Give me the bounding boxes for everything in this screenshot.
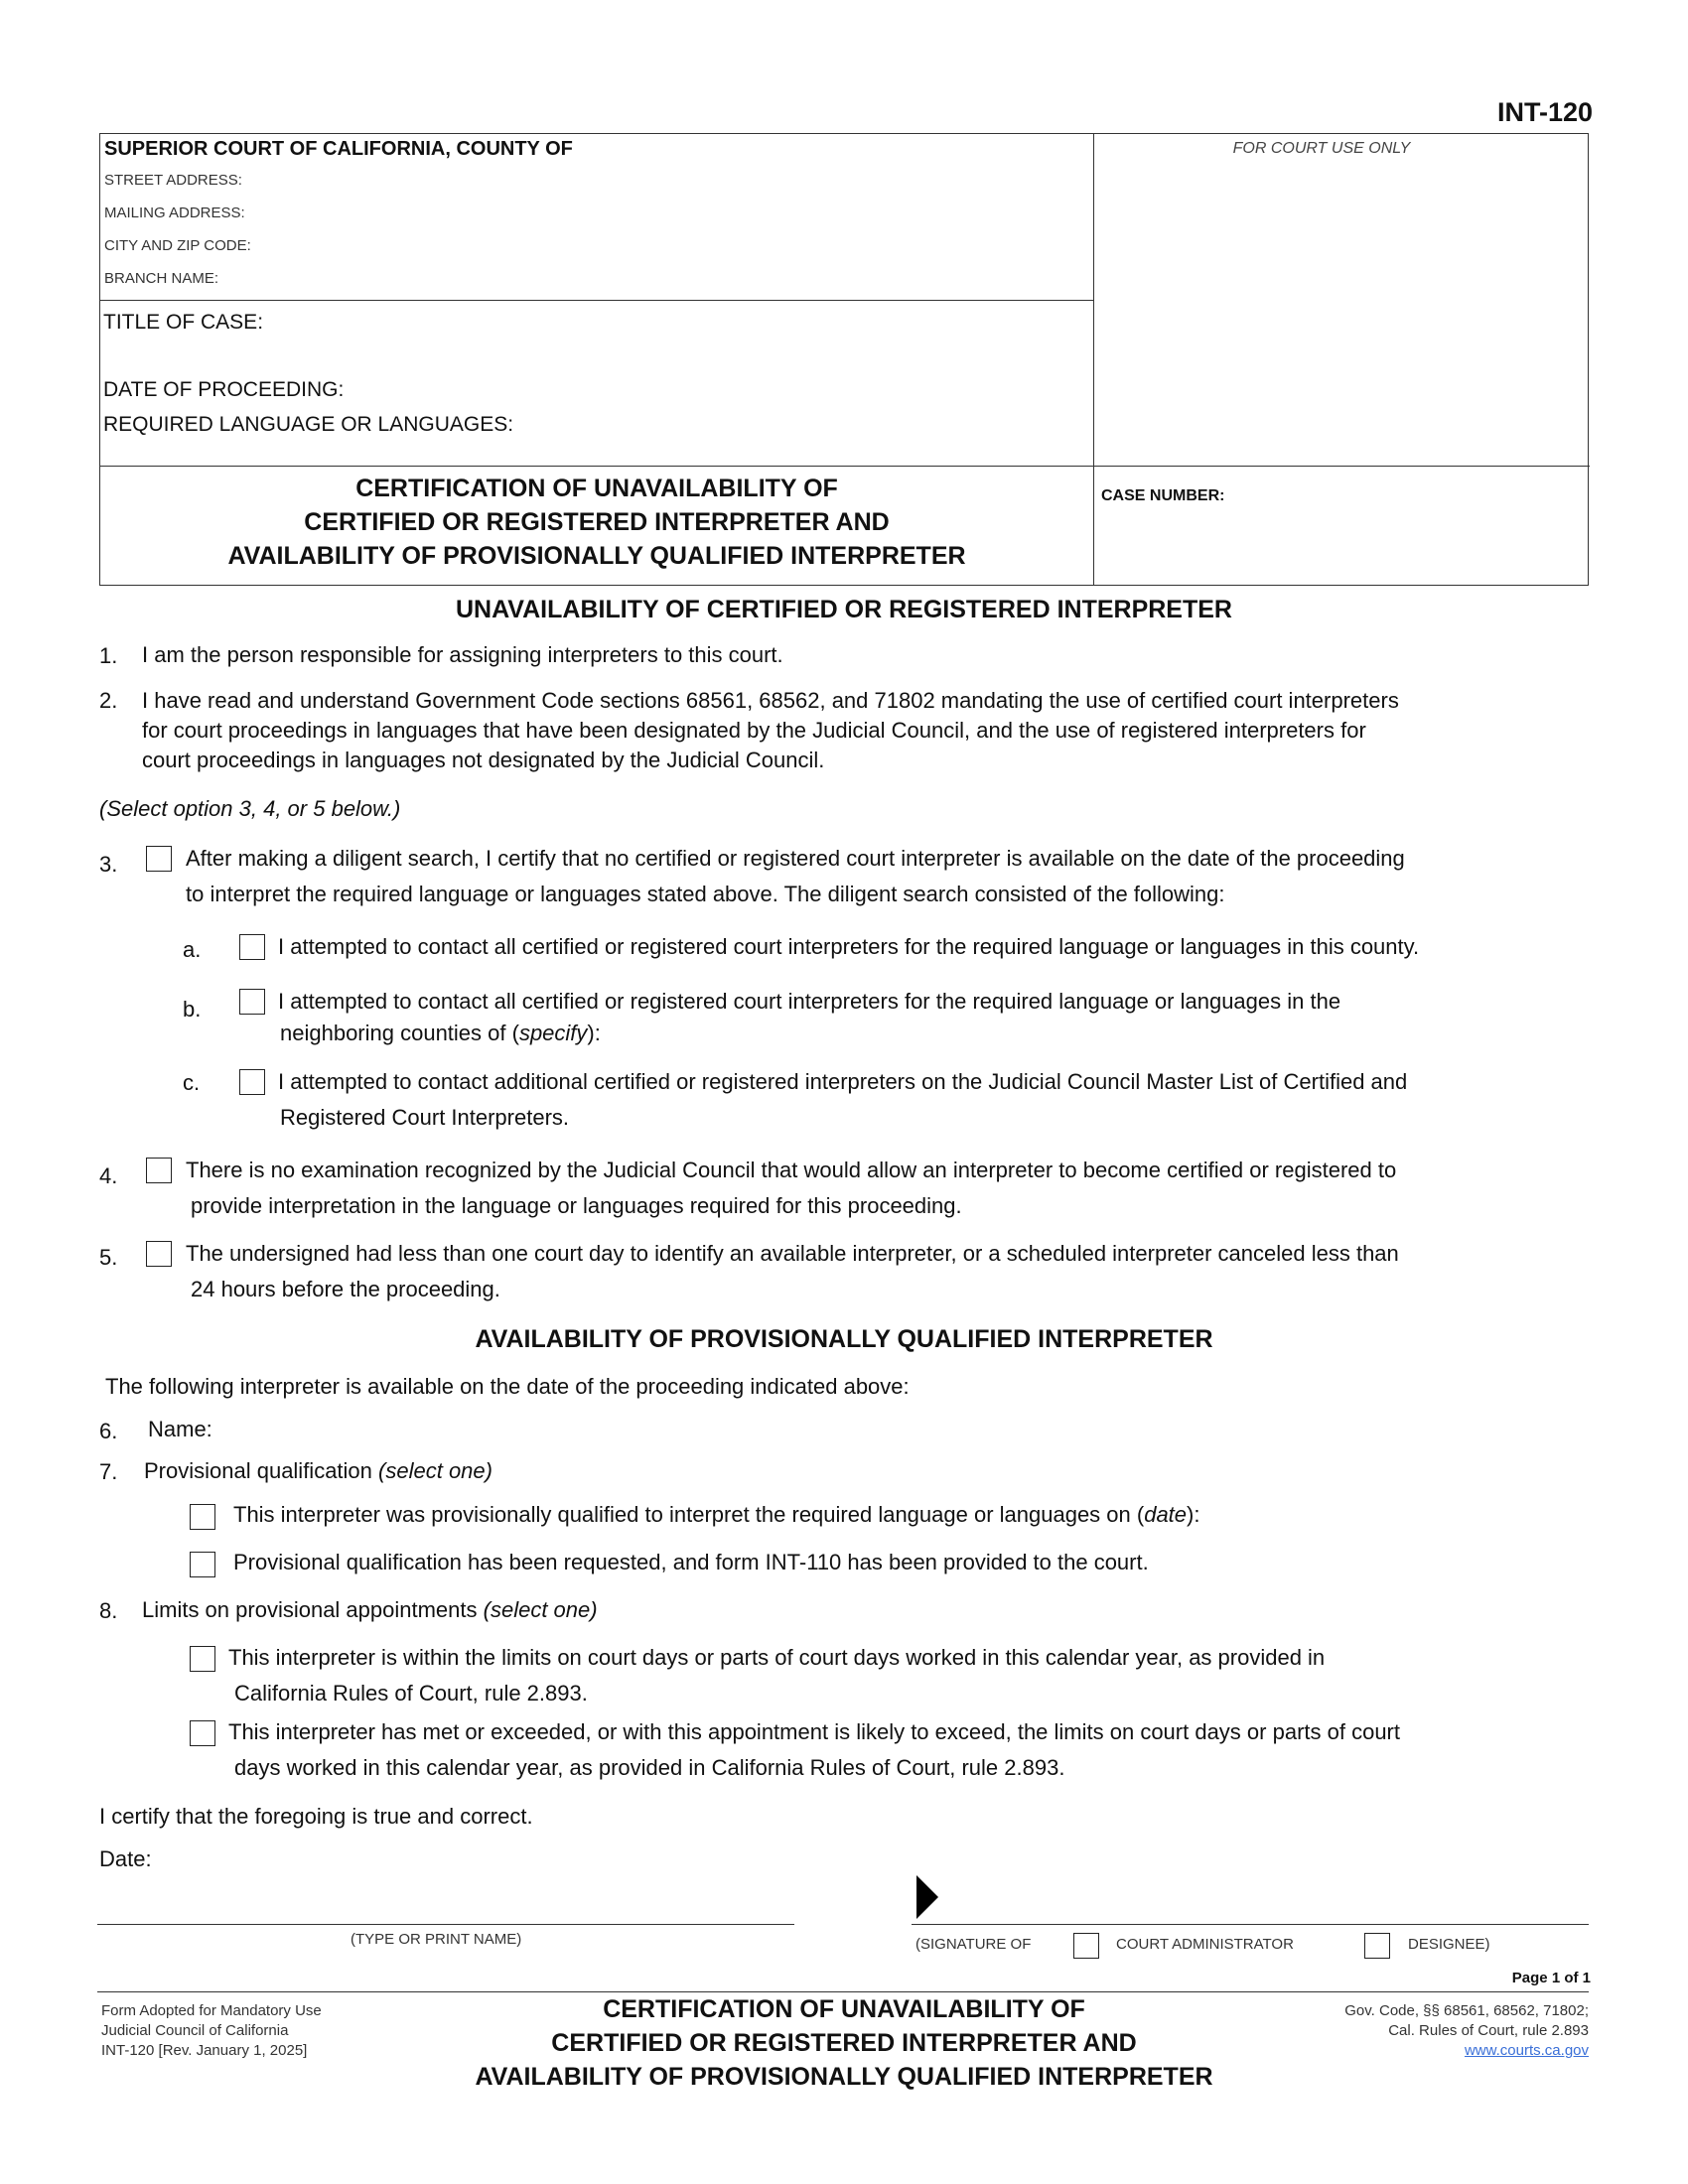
required-language-field[interactable]: REQUIRED LANGUAGE OR LANGUAGES:	[103, 413, 514, 436]
print-name-line[interactable]	[97, 1924, 794, 1925]
checkbox-court-administrator[interactable]	[1073, 1933, 1099, 1959]
footer-title-line: AVAILABILITY OF PROVISIONALLY QUALIFIED INTERPRETER	[475, 2063, 1213, 2091]
signature-of-label: (SIGNATURE OF	[915, 1936, 1032, 1953]
certify-statement: I certify that the foregoing is true and correct.	[99, 1804, 533, 1829]
signature-arrow-icon	[914, 1873, 940, 1921]
item3b-suffix: ):	[587, 1021, 601, 1045]
item2-line: court proceedings in languages not designated by the Judicial Council.	[142, 748, 825, 772]
item5-line: 24 hours before the proceeding.	[191, 1277, 500, 1301]
item3b-prefix: neighboring counties of (	[280, 1021, 519, 1045]
court-use-only-box	[1093, 138, 1590, 467]
item8b-line: This interpreter has met or exceeded, or with this appointment is likely to exceed, the limits on court days or parts of court	[228, 1719, 1400, 1744]
caption-title-line: AVAILABILITY OF PROVISIONALLY QUALIFIED INTERPRETER	[227, 542, 966, 570]
checkbox-option-7b[interactable]	[190, 1552, 215, 1577]
item3c-line: Registered Court Interpreters.	[280, 1105, 570, 1130]
item-number: 2.	[99, 688, 118, 713]
select-note: (Select option 3, 4, or 5 below.)	[99, 796, 401, 821]
footer-title-line: CERTIFIED OR REGISTERED INTERPRETER AND	[551, 2029, 1137, 2057]
court-info	[100, 134, 1093, 301]
form-id: INT-120	[1496, 97, 1593, 127]
designee-label: DESIGNEE)	[1408, 1936, 1490, 1953]
checkbox-option-8b[interactable]	[190, 1720, 215, 1746]
checkbox-option-4[interactable]	[146, 1158, 172, 1183]
caption-box	[99, 133, 1589, 586]
footer-left-line: Form Adopted for Mandatory Use	[101, 2002, 322, 2019]
footer-right-line: Cal. Rules of Court, rule 2.893	[1388, 2022, 1589, 2039]
item4-line: There is no examination recognized by the Judicial Council that would allow an interpreter to become certified or registered to	[186, 1158, 1397, 1182]
case-info	[100, 301, 1093, 467]
caption-title-line: CERTIFICATION OF UNAVAILABILITY OF	[355, 475, 838, 502]
item3b-line: I attempted to contact all certified or registered court interpreters for the required language or languages in the	[278, 989, 1341, 1014]
caption-title-line: CERTIFIED OR REGISTERED INTERPRETER AND	[304, 508, 890, 536]
footer-title-line: CERTIFICATION OF UNAVAILABILITY OF	[603, 1995, 1085, 2023]
footer-left-line: Judicial Council of California	[101, 2022, 289, 2039]
item-number: 1.	[99, 643, 118, 668]
city-zip-field[interactable]: CITY AND ZIP CODE:	[104, 237, 251, 254]
case-number-field[interactable]: CASE NUMBER:	[1101, 487, 1225, 504]
caption-left	[100, 134, 1094, 585]
caption-right	[1093, 134, 1590, 585]
item-number: 6.	[99, 1419, 118, 1443]
item2-line: for court proceedings in languages that have been designated by the Judicial Council, and the use of registered interpreters for	[142, 718, 1366, 743]
item7b-text: Provisional qualification has been requested, and form INT-110 has been provided to the court.	[233, 1550, 1149, 1574]
item8b-line: days worked in this calendar year, as provided in California Rules of Court, rule 2.893.	[234, 1755, 1065, 1780]
footer-right	[1344, 2001, 1589, 2061]
checkbox-option-3b[interactable]	[239, 989, 265, 1015]
item7a-suffix: ):	[1187, 1502, 1200, 1527]
signature-line[interactable]	[912, 1924, 1589, 1925]
caption-form-title	[100, 467, 1093, 587]
court-administrator-label: COURT ADMINISTRATOR	[1116, 1936, 1294, 1953]
item3-line: to interpret the required language or languages stated above. The diligent search consisted of the following:	[186, 882, 1225, 906]
item8a-line: This interpreter is within the limits on court days or parts of court days worked in this calendar year, as provided in	[228, 1645, 1326, 1670]
item7a-date: date	[1144, 1502, 1188, 1527]
item3a-text: I attempted to contact all certified or registered court interpreters for the required language or languages in this county.	[278, 934, 1420, 959]
item8a-line: California Rules of Court, rule 2.893.	[234, 1681, 588, 1706]
checkbox-option-8a[interactable]	[190, 1646, 215, 1672]
item3-line: After making a diligent search, I certify that no certified or registered court interpreter is available on the date of the proceeding	[186, 846, 1405, 871]
checkbox-option-7a[interactable]	[190, 1504, 215, 1530]
item-number: 4.	[99, 1163, 118, 1188]
item-number: 5.	[99, 1245, 118, 1270]
item2-line: I have read and understand Government Code sections 68561, 68562, and 71802 mandating the use of certified court interpreters	[142, 688, 1399, 713]
item-letter: b.	[183, 997, 202, 1022]
item3c-line: I attempted to contact additional certified or registered interpreters on the Judicial Council Master List of Certified and	[278, 1069, 1408, 1094]
item-number: 3.	[99, 852, 118, 877]
name-field[interactable]: Name:	[148, 1417, 212, 1441]
courts-website-link[interactable]: www.courts.ca.gov	[1464, 2042, 1589, 2059]
section-heading-unavailability: UNAVAILABILITY OF CERTIFIED OR REGISTERED INTERPRETER	[456, 596, 1232, 623]
branch-name-field[interactable]: BRANCH NAME:	[104, 270, 219, 287]
title-of-case-field[interactable]: TITLE OF CASE:	[103, 311, 264, 334]
checkbox-option-5[interactable]	[146, 1241, 172, 1267]
item-letter: a.	[183, 937, 202, 962]
item-letter: c.	[183, 1070, 201, 1095]
court-use-only-label: FOR COURT USE ONLY	[1232, 140, 1411, 157]
footer-right-line: Gov. Code, §§ 68561, 68562, 71802;	[1344, 2002, 1589, 2019]
item7-label: Provisional qualification	[144, 1458, 372, 1483]
item8-text	[142, 1595, 598, 1625]
street-address-field[interactable]: STREET ADDRESS:	[104, 172, 242, 189]
page-number: Page 1 of 1	[1511, 1970, 1591, 1986]
print-name-label: (TYPE OR PRINT NAME)	[351, 1931, 522, 1948]
item3b-line	[280, 1019, 601, 1048]
checkbox-option-3c[interactable]	[239, 1069, 265, 1095]
item7a-text	[233, 1500, 1199, 1530]
item-number: 8.	[99, 1598, 118, 1623]
item5-line: The undersigned had less than one court day to identify an available interpreter, or a scheduled interpreter canceled less than	[186, 1241, 1399, 1266]
item8-select-one: (select one)	[483, 1597, 598, 1622]
mailing-address-field[interactable]: MAILING ADDRESS:	[104, 205, 245, 221]
checkbox-designee[interactable]	[1364, 1933, 1390, 1959]
court-name-label: SUPERIOR COURT OF CALIFORNIA, COUNTY OF	[104, 138, 573, 160]
item-number: 7.	[99, 1459, 118, 1484]
date-field[interactable]: Date:	[99, 1846, 152, 1871]
item8-label: Limits on provisional appointments	[142, 1597, 478, 1622]
section-heading-availability: AVAILABILITY OF PROVISIONALLY QUALIFIED INTERPRETER	[475, 1325, 1213, 1353]
item7-select-one: (select one)	[378, 1458, 492, 1483]
item7-text	[144, 1456, 492, 1486]
item4-line: provide interpretation in the language or languages required for this proceeding.	[191, 1193, 962, 1218]
item7a-prefix: This interpreter was provisionally qualified to interpret the required language or languages on (	[233, 1502, 1145, 1527]
checkbox-option-3[interactable]	[146, 846, 172, 872]
footer-left-line: INT-120 [Rev. January 1, 2025]	[101, 2042, 308, 2059]
date-of-proceeding-field[interactable]: DATE OF PROCEEDING:	[103, 378, 345, 401]
item3b-specify: specify	[518, 1021, 588, 1045]
section2-intro: The following interpreter is available on the date of the proceeding indicated above:	[105, 1374, 910, 1399]
item1-text: I am the person responsible for assigning interpreters to this court.	[142, 642, 783, 667]
checkbox-option-3a[interactable]	[239, 934, 265, 960]
